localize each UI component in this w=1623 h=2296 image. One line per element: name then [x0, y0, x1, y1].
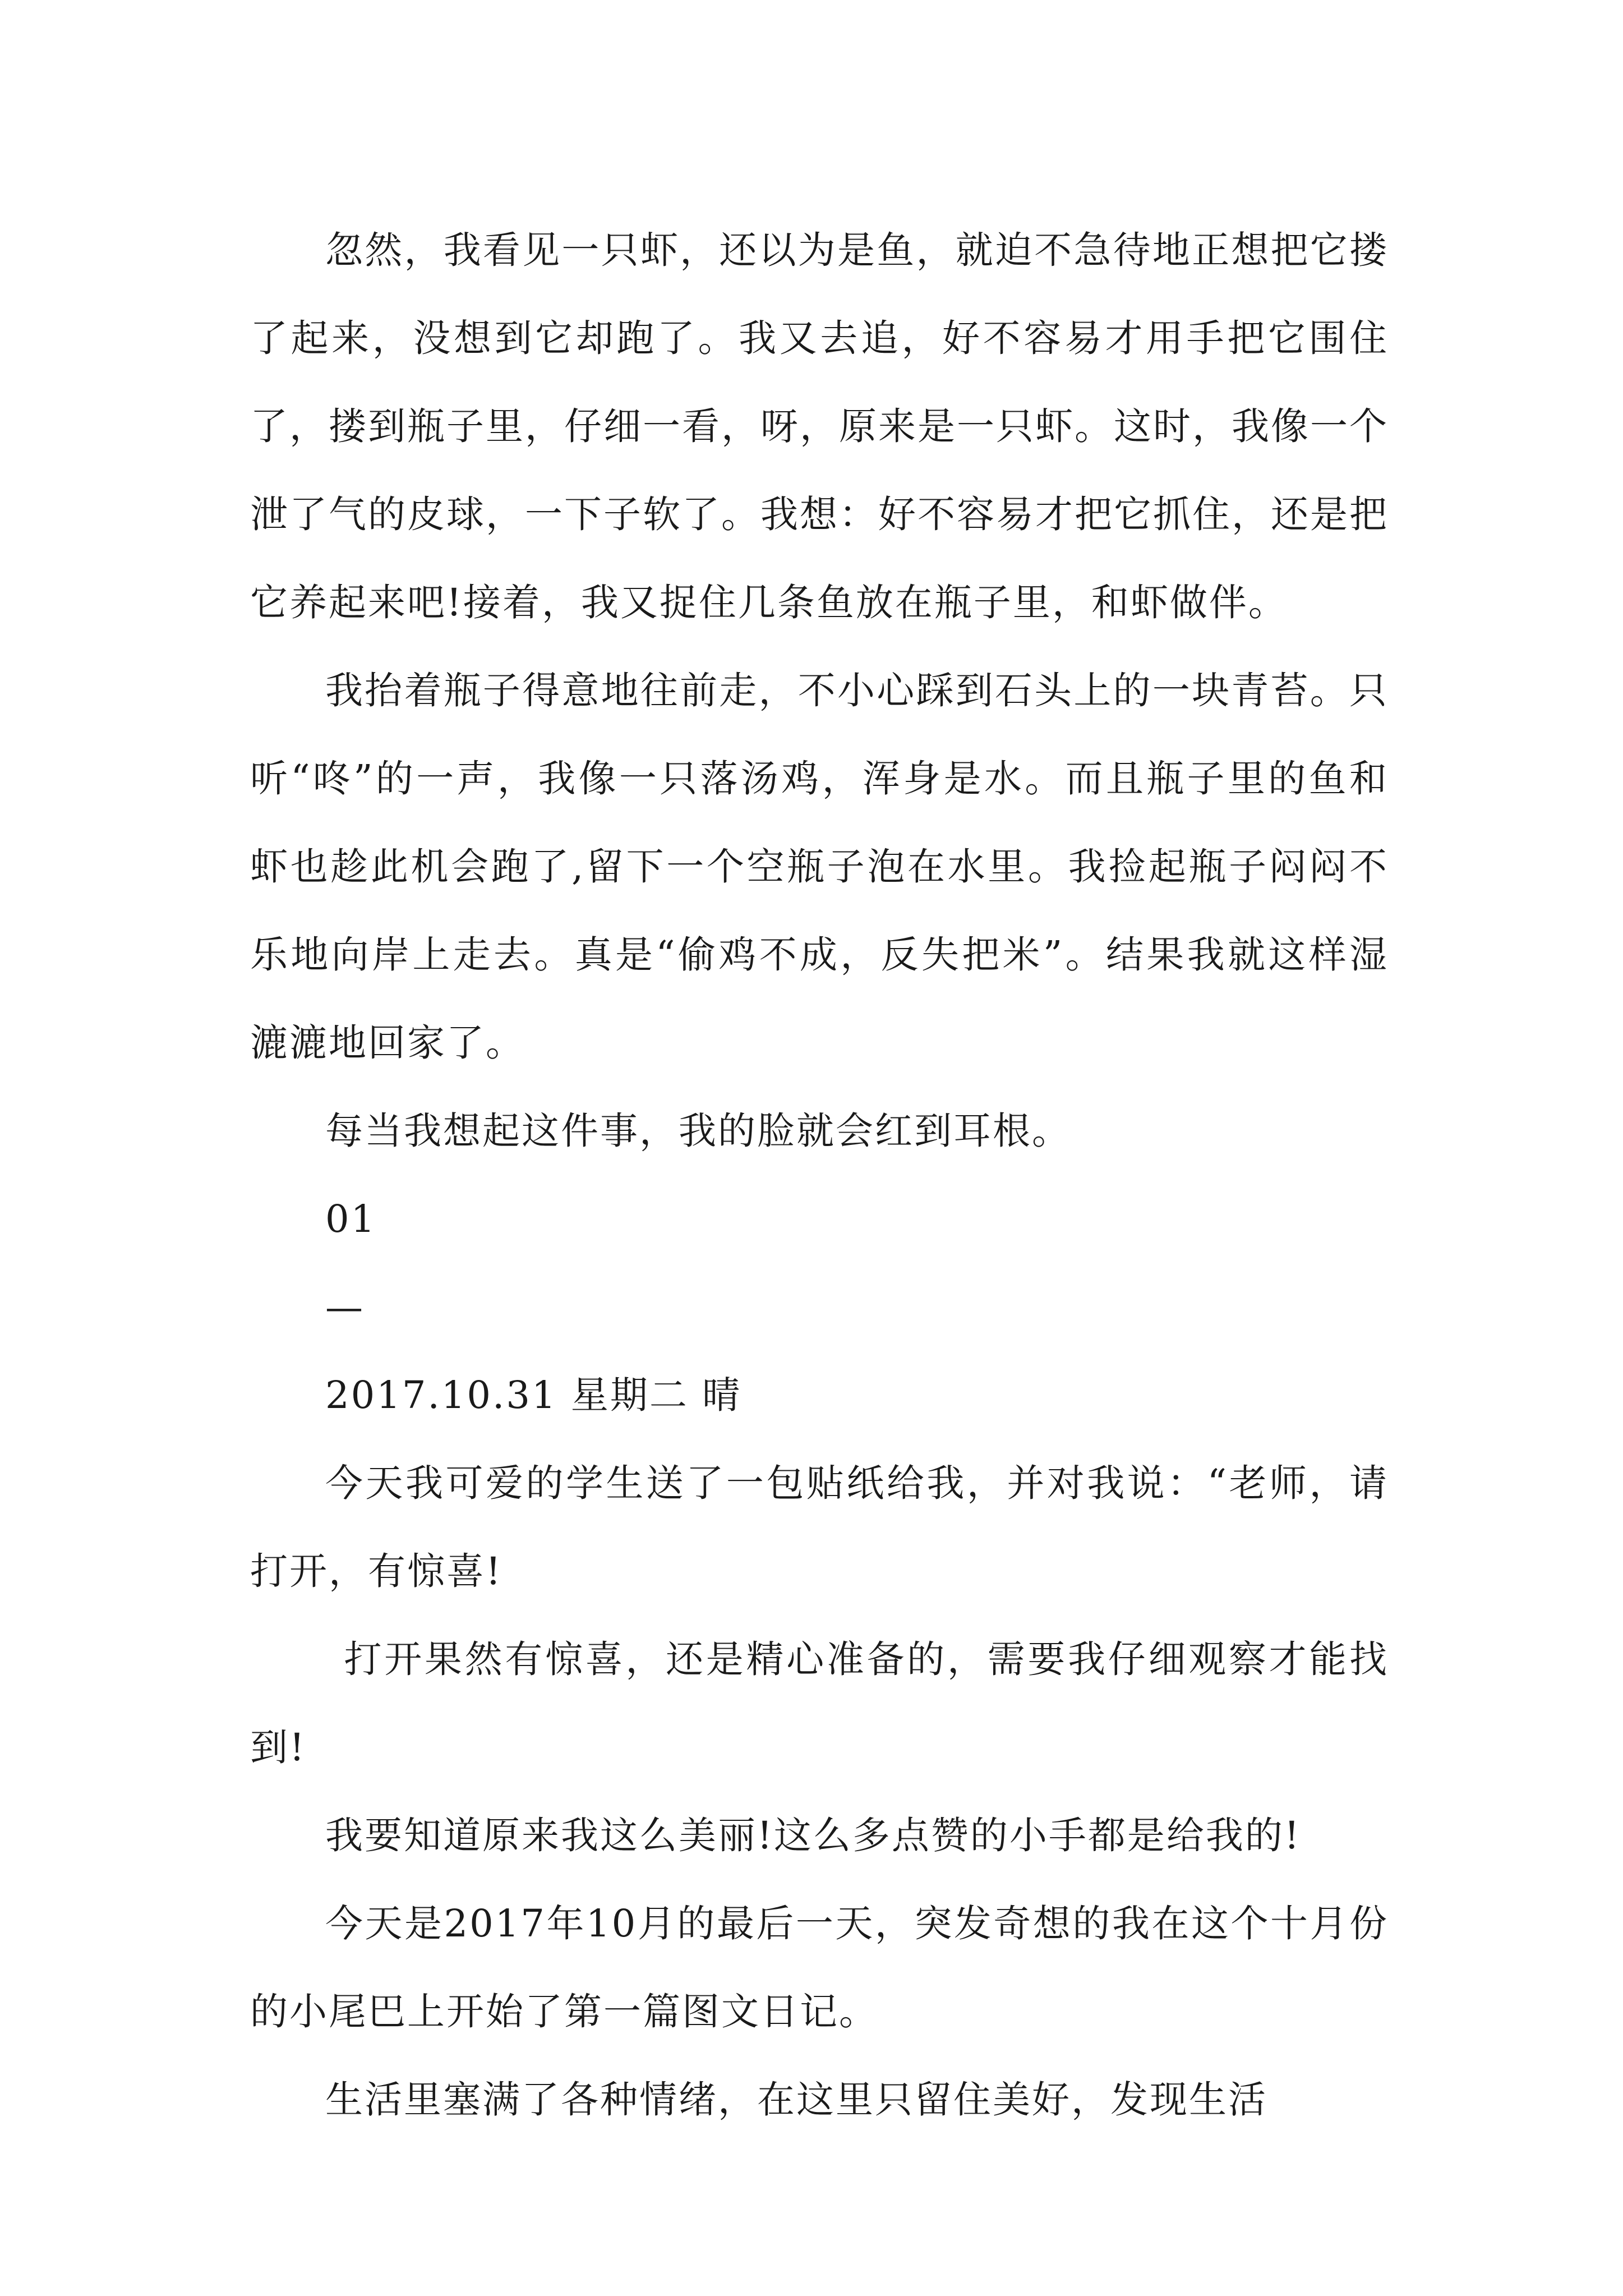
diary-date-line: 2017.10.31 星期二 晴	[325, 1373, 742, 1417]
paragraph-shrimp-catch: 忽然，我看见一只虾，还以为是鱼，就迫不急待地正想把它搂了起来，没想到它却跑了。我又去追，好不容易才用手把它围住了，搂到瓶子里，仔细一看，呀，原来是一只虾。这时，我像一个泄了气的皮球，一下子软了。我想：好不容易才把它抓住，还是把它养起来吧!接着，我又捉住几条鱼放在瓶子里，和虾做伴。	[250, 228, 1389, 624]
document-body	[250, 206, 1389, 2144]
section-divider: —	[325, 1285, 365, 1329]
paragraph-bottle-fall: 我抬着瓶子得意地往前走，不小心踩到石头上的一块青苔。只听“咚”的一声，我像一只落汤鸡，浑身是水。而且瓶子里的鱼和虾也趁此机会跑了,留下一个空瓶子泡在水里。我捡起瓶子闷闷不乐地向岸上走去。真是“偷鸡不成，反失把米”。结果我就这样湿漉漉地回家了。	[250, 669, 1389, 1065]
paragraph-emotions: 生活里塞满了各种情绪，在这里只留住美好，发现生活	[325, 2078, 1267, 2122]
paragraph-blush: 每当我想起这件事，我的脸就会红到耳根。	[325, 1109, 1071, 1153]
paragraph-first-diary: 今天是2017年10月的最后一天，突发奇想的我在这个十月份的小尾巴上开始了第一篇图文日记。	[250, 1902, 1389, 2033]
paragraph-likes: 我要知道原来我这么美丽!这么多点赞的小手都是给我的!	[325, 1814, 1301, 1857]
paragraph-surprise: 打开果然有惊喜，还是精心准备的，需要我仔细观察才能找到!	[250, 1637, 1389, 1769]
section-number: 01	[325, 1197, 377, 1241]
paragraph-gift-stickers: 今天我可爱的学生送了一包贴纸给我，并对我说：“老师，请打开，有惊喜!	[250, 1461, 1389, 1593]
